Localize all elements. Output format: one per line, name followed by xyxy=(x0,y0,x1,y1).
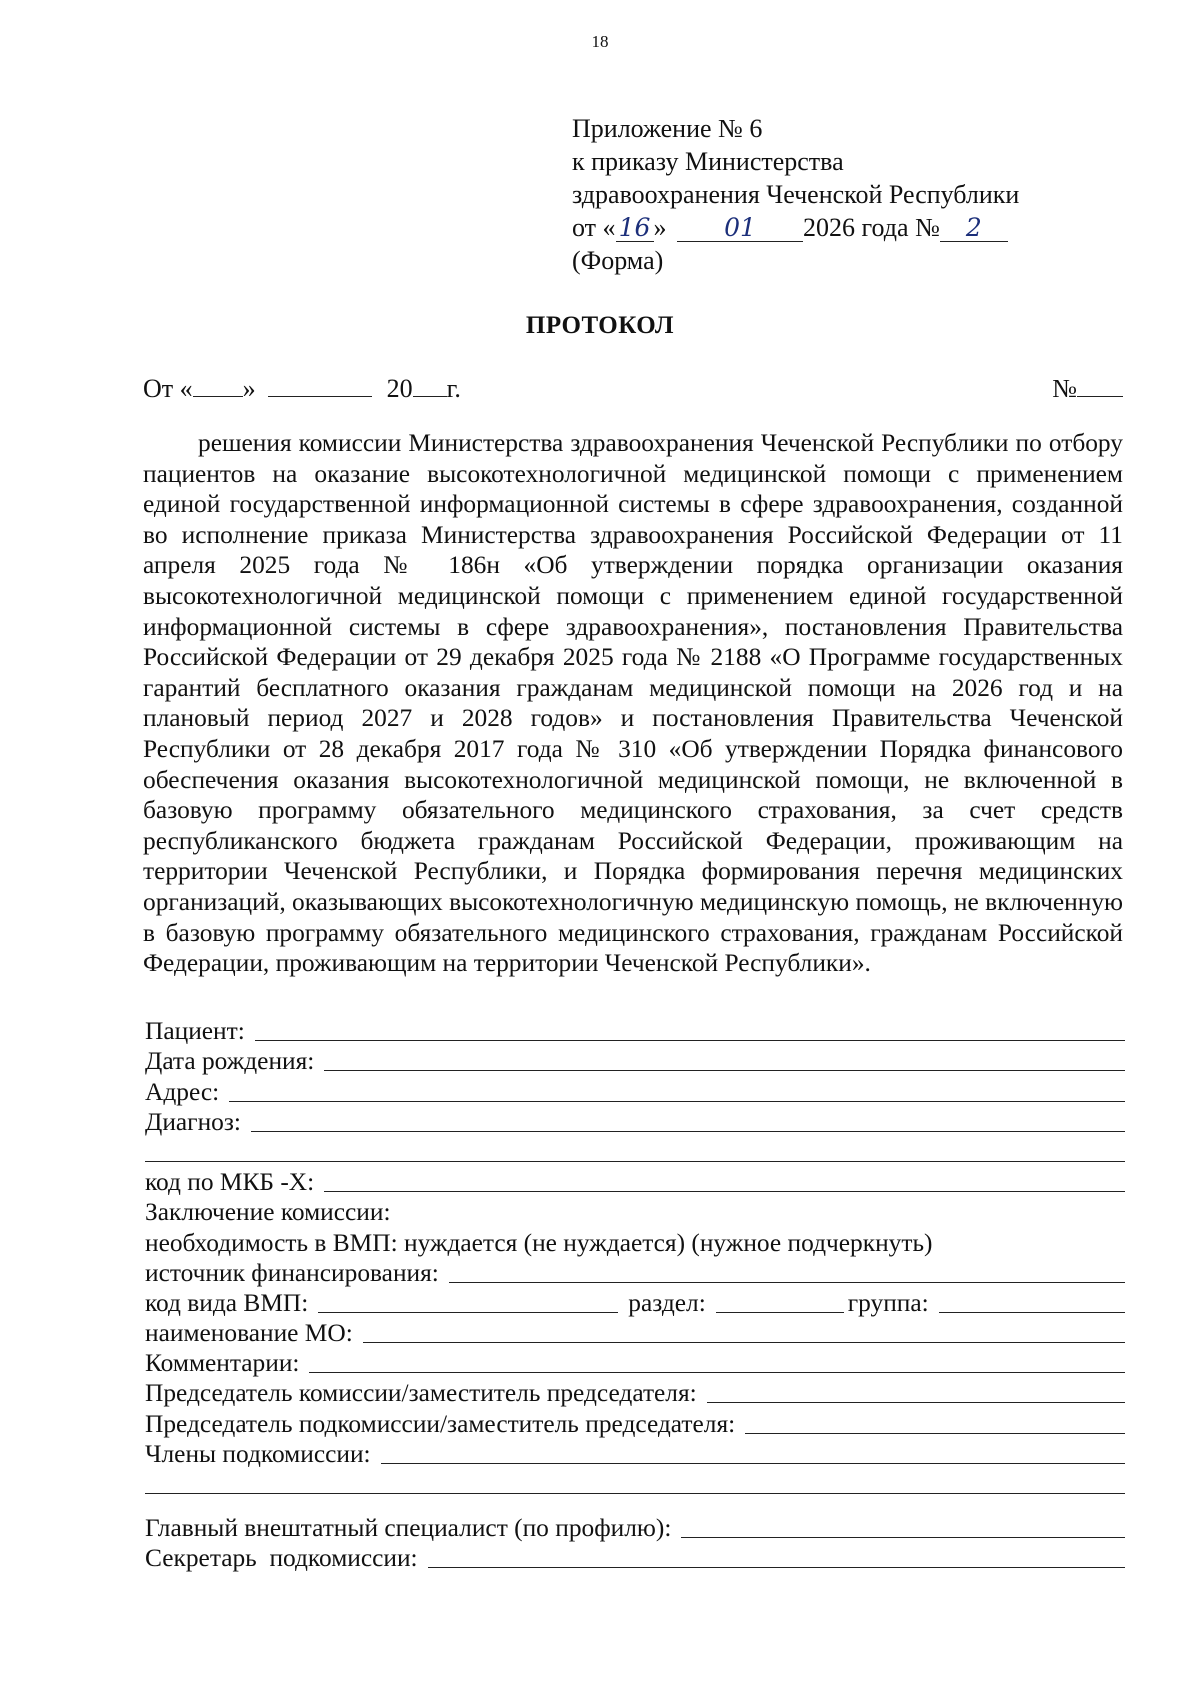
vmp-type-code-field[interactable] xyxy=(318,1311,618,1313)
subcommission-chair-label: Председатель подкомиссии/заместитель председателя: xyxy=(145,1409,736,1438)
patient-field[interactable] xyxy=(255,1039,1125,1041)
patient-label: Пациент: xyxy=(145,1017,245,1046)
funding-source-label: источник финансирования: xyxy=(145,1258,439,1287)
protocol-number-label: № xyxy=(1052,374,1077,403)
funding-source-field[interactable] xyxy=(449,1281,1125,1283)
protocol-body-text: решения комиссии Министерства здравоохранения Чеченской Республики по отбору пациентов на оказание высокотехнологичной медицинской помощи с применением единой государственной информационной системы в сфере здравоохранения, созданной во исполнение приказа Министерства здравоохранения Российской Федерации от 11 апреля 2025 года № 186н «Об утверждении порядка организации оказания высокотехнологичной медицинской помощи с применением единой государственной информационной системы в сфере здравоохранения», постановления Правительства Российской Федерации от 29 декабря 2025 года № 2188 «О Программе государственных гарантий бесплатного оказания гражданам медицинской помощи на 2026 год и на плановый период 2027 и 2028 годов» и постановления Правительства Чеченской Республики от 28 декабря 2017 года № 310 «Об утверждении Порядка финансового обеспечения оказания высокотехнологичной медицинской помощи, не включенной в базовую программу обязательного медицинского страхования, за счет средств республиканского бюджета гражданам Российской Федерации, проживающим на территории Чеченской Республики, и Порядка формирования перечня медицинских организаций, оказывающих высокотехнологичную медицинскую помощь, не включенную в базовую программу обязательного медицинского страхования, гражданам Российской Федерации, проживающим на территории Чеченской Республики». xyxy=(143,429,1123,978)
diagnosis-field[interactable] xyxy=(251,1130,1125,1132)
icd-code-row xyxy=(145,1167,1125,1197)
day-field xyxy=(616,215,654,242)
protocol-form xyxy=(145,1016,1125,1573)
number-handwritten: 2 xyxy=(965,213,982,242)
day-handwritten: 16 xyxy=(618,213,651,242)
month-handwritten: 01 xyxy=(724,213,756,242)
page-number: 18 xyxy=(591,32,609,51)
section-field[interactable] xyxy=(716,1311,844,1313)
number-field xyxy=(940,215,1008,242)
icd-code-label: код по МКБ -Х: xyxy=(145,1168,315,1197)
diagnosis-continuation-field[interactable] xyxy=(145,1160,1125,1162)
commission-chair-row xyxy=(145,1378,1125,1408)
funding-source-row xyxy=(145,1258,1125,1288)
comments-label: Комментарии: xyxy=(145,1349,300,1378)
birth-date-field[interactable] xyxy=(324,1069,1125,1071)
diagnosis-label: Диагноз: xyxy=(145,1107,241,1136)
mo-name-field[interactable] xyxy=(363,1341,1125,1343)
protocol-year-prefix: 20 xyxy=(386,374,413,403)
chief-specialist-row xyxy=(145,1513,1125,1543)
diagnosis-continuation-row xyxy=(145,1137,1125,1167)
subcommission-secretary-row xyxy=(145,1543,1125,1573)
vmp-need-row xyxy=(145,1227,1125,1257)
patient-row xyxy=(145,1016,1125,1046)
chief-specialist-label: Главный внештатный специалист (по профилю): xyxy=(145,1514,672,1543)
subcommission-members-field[interactable] xyxy=(381,1462,1125,1464)
appendix-ministry: здравоохранения Чеченской Республики xyxy=(572,180,1020,209)
birth-date-label: Дата рождения: xyxy=(145,1047,315,1076)
mo-name-row xyxy=(145,1318,1125,1348)
appendix-order-ref: к приказу Министерства xyxy=(572,147,844,176)
group-label: группа: xyxy=(847,1288,929,1317)
address-field[interactable] xyxy=(229,1100,1125,1102)
appendix-number: Приложение № 6 xyxy=(572,114,763,143)
appendix-date-line xyxy=(572,211,1019,244)
form-label: (Форма) xyxy=(572,246,664,275)
spacer xyxy=(145,1499,1125,1513)
comments-row xyxy=(145,1348,1125,1378)
protocol-number-blank[interactable] xyxy=(1077,374,1123,397)
comments-field[interactable] xyxy=(309,1371,1125,1373)
vmp-type-row xyxy=(145,1288,1125,1318)
commission-chair-field[interactable] xyxy=(707,1401,1125,1403)
commission-chair-label: Председатель комиссии/заместитель председателя: xyxy=(145,1379,697,1408)
date-prefix: от « xyxy=(572,213,616,242)
chief-specialist-field[interactable] xyxy=(681,1536,1125,1538)
appendix-header xyxy=(572,112,1019,277)
subcommission-secretary-label: Секретарь подкомиссии: xyxy=(145,1544,418,1573)
protocol-date-row xyxy=(143,374,1123,404)
subcommission-secretary-field[interactable] xyxy=(428,1566,1125,1568)
subcommission-chair-field[interactable] xyxy=(745,1432,1125,1434)
subcommission-members-continuation-row xyxy=(145,1469,1125,1499)
section-label: раздел: xyxy=(628,1288,706,1317)
protocol-month-blank[interactable] xyxy=(268,374,372,397)
birth-date-row xyxy=(145,1046,1125,1076)
diagnosis-row xyxy=(145,1107,1125,1137)
vmp-need-text: необходимость в ВМП: нуждается (не нуждается) (нужное подчеркнуть) xyxy=(145,1228,933,1257)
address-row xyxy=(145,1076,1125,1106)
month-field xyxy=(677,215,803,242)
commission-conclusion-row xyxy=(145,1197,1125,1227)
protocol-date-prefix: От « xyxy=(143,374,193,403)
address-label: Адрес: xyxy=(145,1077,220,1106)
icd-code-field[interactable] xyxy=(324,1190,1125,1192)
protocol-year-suffix: г. xyxy=(446,374,461,403)
mo-name-label: наименование МО: xyxy=(145,1319,353,1348)
commission-conclusion-label: Заключение комиссии: xyxy=(145,1198,391,1227)
document-title: ПРОТОКОЛ xyxy=(525,312,675,339)
subcommission-members-row xyxy=(145,1439,1125,1469)
protocol-day-blank[interactable] xyxy=(193,374,243,397)
protocol-quote-close: » xyxy=(242,374,256,403)
group-field[interactable] xyxy=(939,1311,1125,1313)
subcommission-members-label: Члены подкомиссии: xyxy=(145,1439,371,1468)
date-quote-close: » xyxy=(653,213,667,242)
subcommission-members-continuation-field[interactable] xyxy=(145,1492,1125,1494)
subcommission-chair-row xyxy=(145,1408,1125,1438)
protocol-number xyxy=(1052,374,1123,404)
protocol-year-blank[interactable] xyxy=(413,374,447,397)
year-text: 2026 года № xyxy=(803,213,940,242)
vmp-type-code-label: код вида ВМП: xyxy=(145,1288,309,1317)
